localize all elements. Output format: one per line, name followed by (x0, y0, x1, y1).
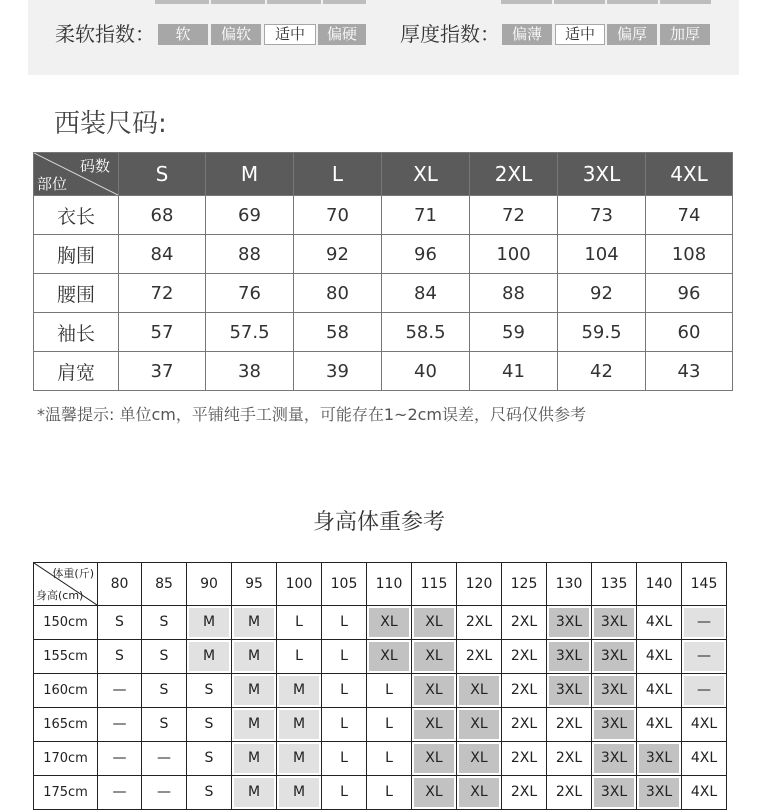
size-value: 2XL (510, 648, 538, 664)
size-cell (277, 708, 322, 742)
size-cell (277, 640, 322, 674)
part-axis-label: 部位 (37, 175, 68, 193)
size-value: 3XL (594, 778, 634, 807)
size-value: 4XL (690, 716, 718, 732)
size-header: XL (382, 153, 470, 196)
suit-size-table (33, 152, 733, 391)
size-value: 2XL (555, 784, 583, 800)
size-header: L (294, 153, 382, 196)
measurement-cell: 100 (470, 235, 558, 274)
size-cell (322, 776, 367, 810)
size-cell (232, 776, 277, 810)
weight-header: 145 (682, 563, 727, 606)
size-value: 2XL (555, 750, 583, 766)
size-value: XL (414, 642, 454, 671)
size-cell (547, 776, 592, 810)
size-cell (277, 776, 322, 810)
size-value: 4XL (645, 614, 673, 630)
size-cell (142, 708, 187, 742)
size-value: 3XL (594, 744, 634, 773)
size-value: L (340, 648, 348, 664)
height-row (34, 708, 727, 742)
measurement-cell: 72 (470, 196, 558, 235)
size-value: — (684, 608, 724, 637)
size-cell (367, 776, 412, 810)
size-value: L (385, 784, 393, 800)
size-value: M (234, 676, 274, 705)
size-value: 3XL (594, 710, 634, 739)
size-value: 2XL (510, 750, 538, 766)
weight-header: 115 (412, 563, 457, 606)
thickness-option-thick: 偏厚 (607, 24, 657, 45)
measurement-cell: 71 (382, 196, 470, 235)
size-cell (232, 606, 277, 640)
height-row (34, 606, 727, 640)
size-value: 4XL (690, 784, 718, 800)
band-stub (323, 0, 366, 4)
size-value: — (112, 682, 127, 698)
size-value: 3XL (639, 778, 679, 807)
weight-header: 125 (502, 563, 547, 606)
size-cell (457, 708, 502, 742)
suit-header-row (34, 153, 733, 196)
band-stub (607, 0, 658, 4)
size-cell (412, 640, 457, 674)
size-cell (502, 606, 547, 640)
size-value: M (234, 778, 274, 807)
size-cell (592, 606, 637, 640)
size-value: M (279, 710, 319, 739)
measurement-cell: 104 (558, 235, 646, 274)
size-cell (367, 674, 412, 708)
size-cell (98, 742, 142, 776)
size-value: 4XL (645, 682, 673, 698)
size-value: — (157, 784, 171, 800)
size-value: 4XL (645, 716, 673, 732)
size-cell (232, 640, 277, 674)
size-cell (187, 606, 232, 640)
measurement-note: *温馨提示: 单位cm，平铺纯手工测量，可能存在1~2cm误差，尺码仅供参考 (37, 405, 587, 424)
weight-header: 105 (322, 563, 367, 606)
size-cell (457, 742, 502, 776)
thickness-option-medium: 适中 (555, 24, 605, 45)
measurement-cell: 59.5 (558, 313, 646, 352)
measurement-cell: 84 (382, 274, 470, 313)
height-label: 165cm (34, 708, 98, 742)
body-part-label: 肩宽 (34, 352, 119, 391)
size-cell (142, 742, 187, 776)
height-label: 155cm (34, 640, 98, 674)
thickness-index-label: 厚度指数： (400, 22, 500, 46)
measurement-cell: 73 (558, 196, 646, 235)
size-value: 3XL (594, 642, 634, 671)
size-value: 2XL (510, 614, 538, 630)
size-value: — (157, 750, 171, 766)
size-cell (457, 640, 502, 674)
measurement-cell: 108 (646, 235, 733, 274)
suit-table-row (34, 352, 733, 391)
softness-option-slightly-hard: 偏硬 (318, 24, 366, 45)
size-cell (322, 742, 367, 776)
suit-table-row (34, 196, 733, 235)
height-label: 175cm (34, 776, 98, 810)
size-cell (98, 674, 142, 708)
size-cell (412, 708, 457, 742)
size-value: M (234, 608, 274, 637)
size-value: 3XL (549, 676, 589, 705)
size-cell (682, 776, 727, 810)
band-stub (501, 0, 552, 4)
height-weight-table (33, 562, 727, 810)
measurement-cell: 58.5 (382, 313, 470, 352)
measurement-cell: 72 (119, 274, 206, 313)
size-cell (592, 674, 637, 708)
softness-index-label: 柔软指数： (55, 22, 155, 46)
size-value: M (279, 676, 319, 705)
size-cell (637, 674, 682, 708)
size-cell (637, 708, 682, 742)
height-label: 150cm (34, 606, 98, 640)
size-cell (98, 606, 142, 640)
band-stub (554, 0, 605, 4)
size-cell (502, 640, 547, 674)
measurement-cell: 40 (382, 352, 470, 391)
measurement-cell: 96 (382, 235, 470, 274)
size-cell (457, 606, 502, 640)
size-value: L (385, 716, 393, 732)
measurement-cell: 42 (558, 352, 646, 391)
size-cell (412, 674, 457, 708)
height-weight-title: 身高体重参考 (312, 510, 445, 535)
measurement-cell: 92 (558, 274, 646, 313)
size-cell (322, 606, 367, 640)
measurement-cell: 43 (646, 352, 733, 391)
thickness-option-extra-thick: 加厚 (660, 24, 710, 45)
size-value: S (159, 716, 169, 732)
weight-header: 80 (98, 563, 142, 606)
size-value: S (115, 648, 124, 664)
size-value: L (385, 682, 393, 698)
size-value: L (340, 716, 348, 732)
size-cell (412, 776, 457, 810)
suit-table-row (34, 274, 733, 313)
size-header: 4XL (646, 153, 733, 196)
size-value: 4XL (690, 750, 718, 766)
size-value: S (204, 682, 214, 698)
size-cell (98, 640, 142, 674)
size-cell (187, 674, 232, 708)
size-cell (592, 708, 637, 742)
size-cell (367, 640, 412, 674)
size-cell (322, 674, 367, 708)
size-value: XL (414, 744, 454, 773)
size-cell (592, 640, 637, 674)
size-value: S (159, 648, 169, 664)
height-row (34, 776, 727, 810)
size-cell (98, 776, 142, 810)
size-value: XL (459, 710, 499, 739)
size-cell (232, 674, 277, 708)
softness-option-soft: 软 (158, 24, 208, 45)
measurement-cell: 58 (294, 313, 382, 352)
size-value: M (234, 710, 274, 739)
height-label: 170cm (34, 742, 98, 776)
size-value: XL (414, 676, 454, 705)
weight-header: 130 (547, 563, 592, 606)
size-cell (142, 640, 187, 674)
band-stub (155, 0, 209, 4)
size-value: — (684, 676, 724, 705)
size-cell (322, 708, 367, 742)
size-value: XL (459, 778, 499, 807)
size-cell (367, 708, 412, 742)
size-value: S (204, 784, 214, 800)
measurement-cell: 96 (646, 274, 733, 313)
body-part-label: 袖长 (34, 313, 119, 352)
band-stub (660, 0, 711, 4)
size-cell (412, 742, 457, 776)
size-value: M (234, 642, 274, 671)
size-cell (142, 674, 187, 708)
size-value: XL (414, 778, 454, 807)
size-cell (457, 776, 502, 810)
measurement-cell: 57.5 (206, 313, 294, 352)
weight-header: 120 (457, 563, 502, 606)
weight-header-row (34, 563, 727, 606)
body-part-label: 腰围 (34, 274, 119, 313)
measurement-cell: 92 (294, 235, 382, 274)
size-cell (187, 742, 232, 776)
size-value: 2XL (510, 682, 538, 698)
measurement-cell: 38 (206, 352, 294, 391)
size-value: XL (414, 608, 454, 637)
size-header: S (119, 153, 206, 196)
suit-size-title: 西装尺码: (54, 109, 167, 139)
size-value: M (279, 744, 319, 773)
size-value: L (340, 750, 348, 766)
size-value: L (340, 784, 348, 800)
body-part-label: 衣长 (34, 196, 119, 235)
measurement-cell: 88 (470, 274, 558, 313)
softness-option-medium: 适中 (264, 24, 316, 45)
size-cell (367, 742, 412, 776)
size-cell (592, 776, 637, 810)
size-cell (637, 742, 682, 776)
weight-header: 95 (232, 563, 277, 606)
size-cell (142, 606, 187, 640)
weight-header: 135 (592, 563, 637, 606)
size-cell (682, 708, 727, 742)
size-cell (322, 640, 367, 674)
measurement-cell: 80 (294, 274, 382, 313)
weight-axis-label: 体重(斤) (52, 567, 94, 580)
size-cell (187, 776, 232, 810)
size-cell (502, 776, 547, 810)
size-value: 3XL (549, 608, 589, 637)
size-cell (637, 606, 682, 640)
height-axis-label: 身高(cm) (36, 589, 84, 602)
body-part-label: 胸围 (34, 235, 119, 274)
size-cell (232, 708, 277, 742)
measurement-cell: 60 (646, 313, 733, 352)
size-value: M (189, 608, 229, 637)
size-value: 3XL (549, 642, 589, 671)
weight-header: 100 (277, 563, 322, 606)
size-cell (682, 606, 727, 640)
size-value: 2XL (465, 648, 493, 664)
size-cell (367, 606, 412, 640)
size-value: 2XL (555, 716, 583, 732)
fabric-index-panel (28, 0, 739, 75)
size-value: XL (369, 642, 409, 671)
measurement-cell: 74 (646, 196, 733, 235)
size-value: L (295, 614, 303, 630)
size-cell (457, 674, 502, 708)
size-cell (682, 742, 727, 776)
weight-header: 110 (367, 563, 412, 606)
size-cell (682, 640, 727, 674)
size-header: 2XL (470, 153, 558, 196)
measurement-cell: 39 (294, 352, 382, 391)
size-axis-label: 码数 (79, 157, 110, 175)
size-cell (592, 742, 637, 776)
size-cell (277, 674, 322, 708)
size-cell (547, 640, 592, 674)
size-cell (277, 742, 322, 776)
size-value: 2XL (510, 716, 538, 732)
size-cell (187, 640, 232, 674)
band-stub (267, 0, 321, 4)
size-cell (502, 674, 547, 708)
suit-corner-cell (34, 153, 119, 196)
size-cell (142, 776, 187, 810)
height-label: 160cm (34, 674, 98, 708)
size-cell (637, 776, 682, 810)
size-cell (547, 708, 592, 742)
band-stub (211, 0, 265, 4)
measurement-cell: 41 (470, 352, 558, 391)
weight-header: 140 (637, 563, 682, 606)
hw-corner-cell (34, 563, 98, 606)
size-value: S (159, 682, 169, 698)
size-cell (502, 742, 547, 776)
measurement-cell: 70 (294, 196, 382, 235)
height-row (34, 674, 727, 708)
measurement-cell: 59 (470, 313, 558, 352)
size-value: XL (459, 676, 499, 705)
measurement-cell: 37 (119, 352, 206, 391)
measurement-cell: 69 (206, 196, 294, 235)
size-header: 3XL (558, 153, 646, 196)
size-cell (232, 742, 277, 776)
size-cell (547, 606, 592, 640)
size-value: S (115, 614, 124, 630)
size-header: M (206, 153, 294, 196)
size-value: XL (414, 710, 454, 739)
size-value: L (340, 682, 348, 698)
softness-option-slightly-soft: 偏软 (211, 24, 261, 45)
size-value: 3XL (639, 744, 679, 773)
size-value: S (159, 614, 169, 630)
size-value: L (340, 614, 348, 630)
size-value: 2XL (510, 784, 538, 800)
size-cell (98, 708, 142, 742)
suit-table-row (34, 313, 733, 352)
size-cell (637, 640, 682, 674)
size-value: M (279, 778, 319, 807)
size-cell (412, 606, 457, 640)
weight-header: 85 (142, 563, 187, 606)
size-cell (682, 674, 727, 708)
size-cell (547, 742, 592, 776)
suit-table-row (34, 235, 733, 274)
height-row (34, 742, 727, 776)
size-cell (547, 674, 592, 708)
size-cell (277, 606, 322, 640)
size-value: 3XL (594, 608, 634, 637)
measurement-cell: 76 (206, 274, 294, 313)
height-row (34, 640, 727, 674)
size-value: — (112, 750, 127, 766)
size-value: XL (369, 608, 409, 637)
thickness-option-thin: 偏薄 (502, 24, 552, 45)
size-value: XL (459, 744, 499, 773)
measurement-cell: 68 (119, 196, 206, 235)
measurement-cell: 84 (119, 235, 206, 274)
size-value: — (112, 784, 127, 800)
measurement-cell: 57 (119, 313, 206, 352)
size-value: 3XL (594, 676, 634, 705)
size-cell (502, 708, 547, 742)
size-value: 4XL (645, 648, 673, 664)
size-cell (187, 708, 232, 742)
weight-header: 90 (187, 563, 232, 606)
size-value: — (684, 642, 724, 671)
size-value: M (189, 642, 229, 671)
size-value: L (385, 750, 393, 766)
size-value: 2XL (465, 614, 493, 630)
size-value: — (112, 716, 127, 732)
size-value: S (204, 716, 214, 732)
size-value: M (234, 744, 274, 773)
size-value: S (204, 750, 214, 766)
size-value: L (295, 648, 303, 664)
measurement-cell: 88 (206, 235, 294, 274)
